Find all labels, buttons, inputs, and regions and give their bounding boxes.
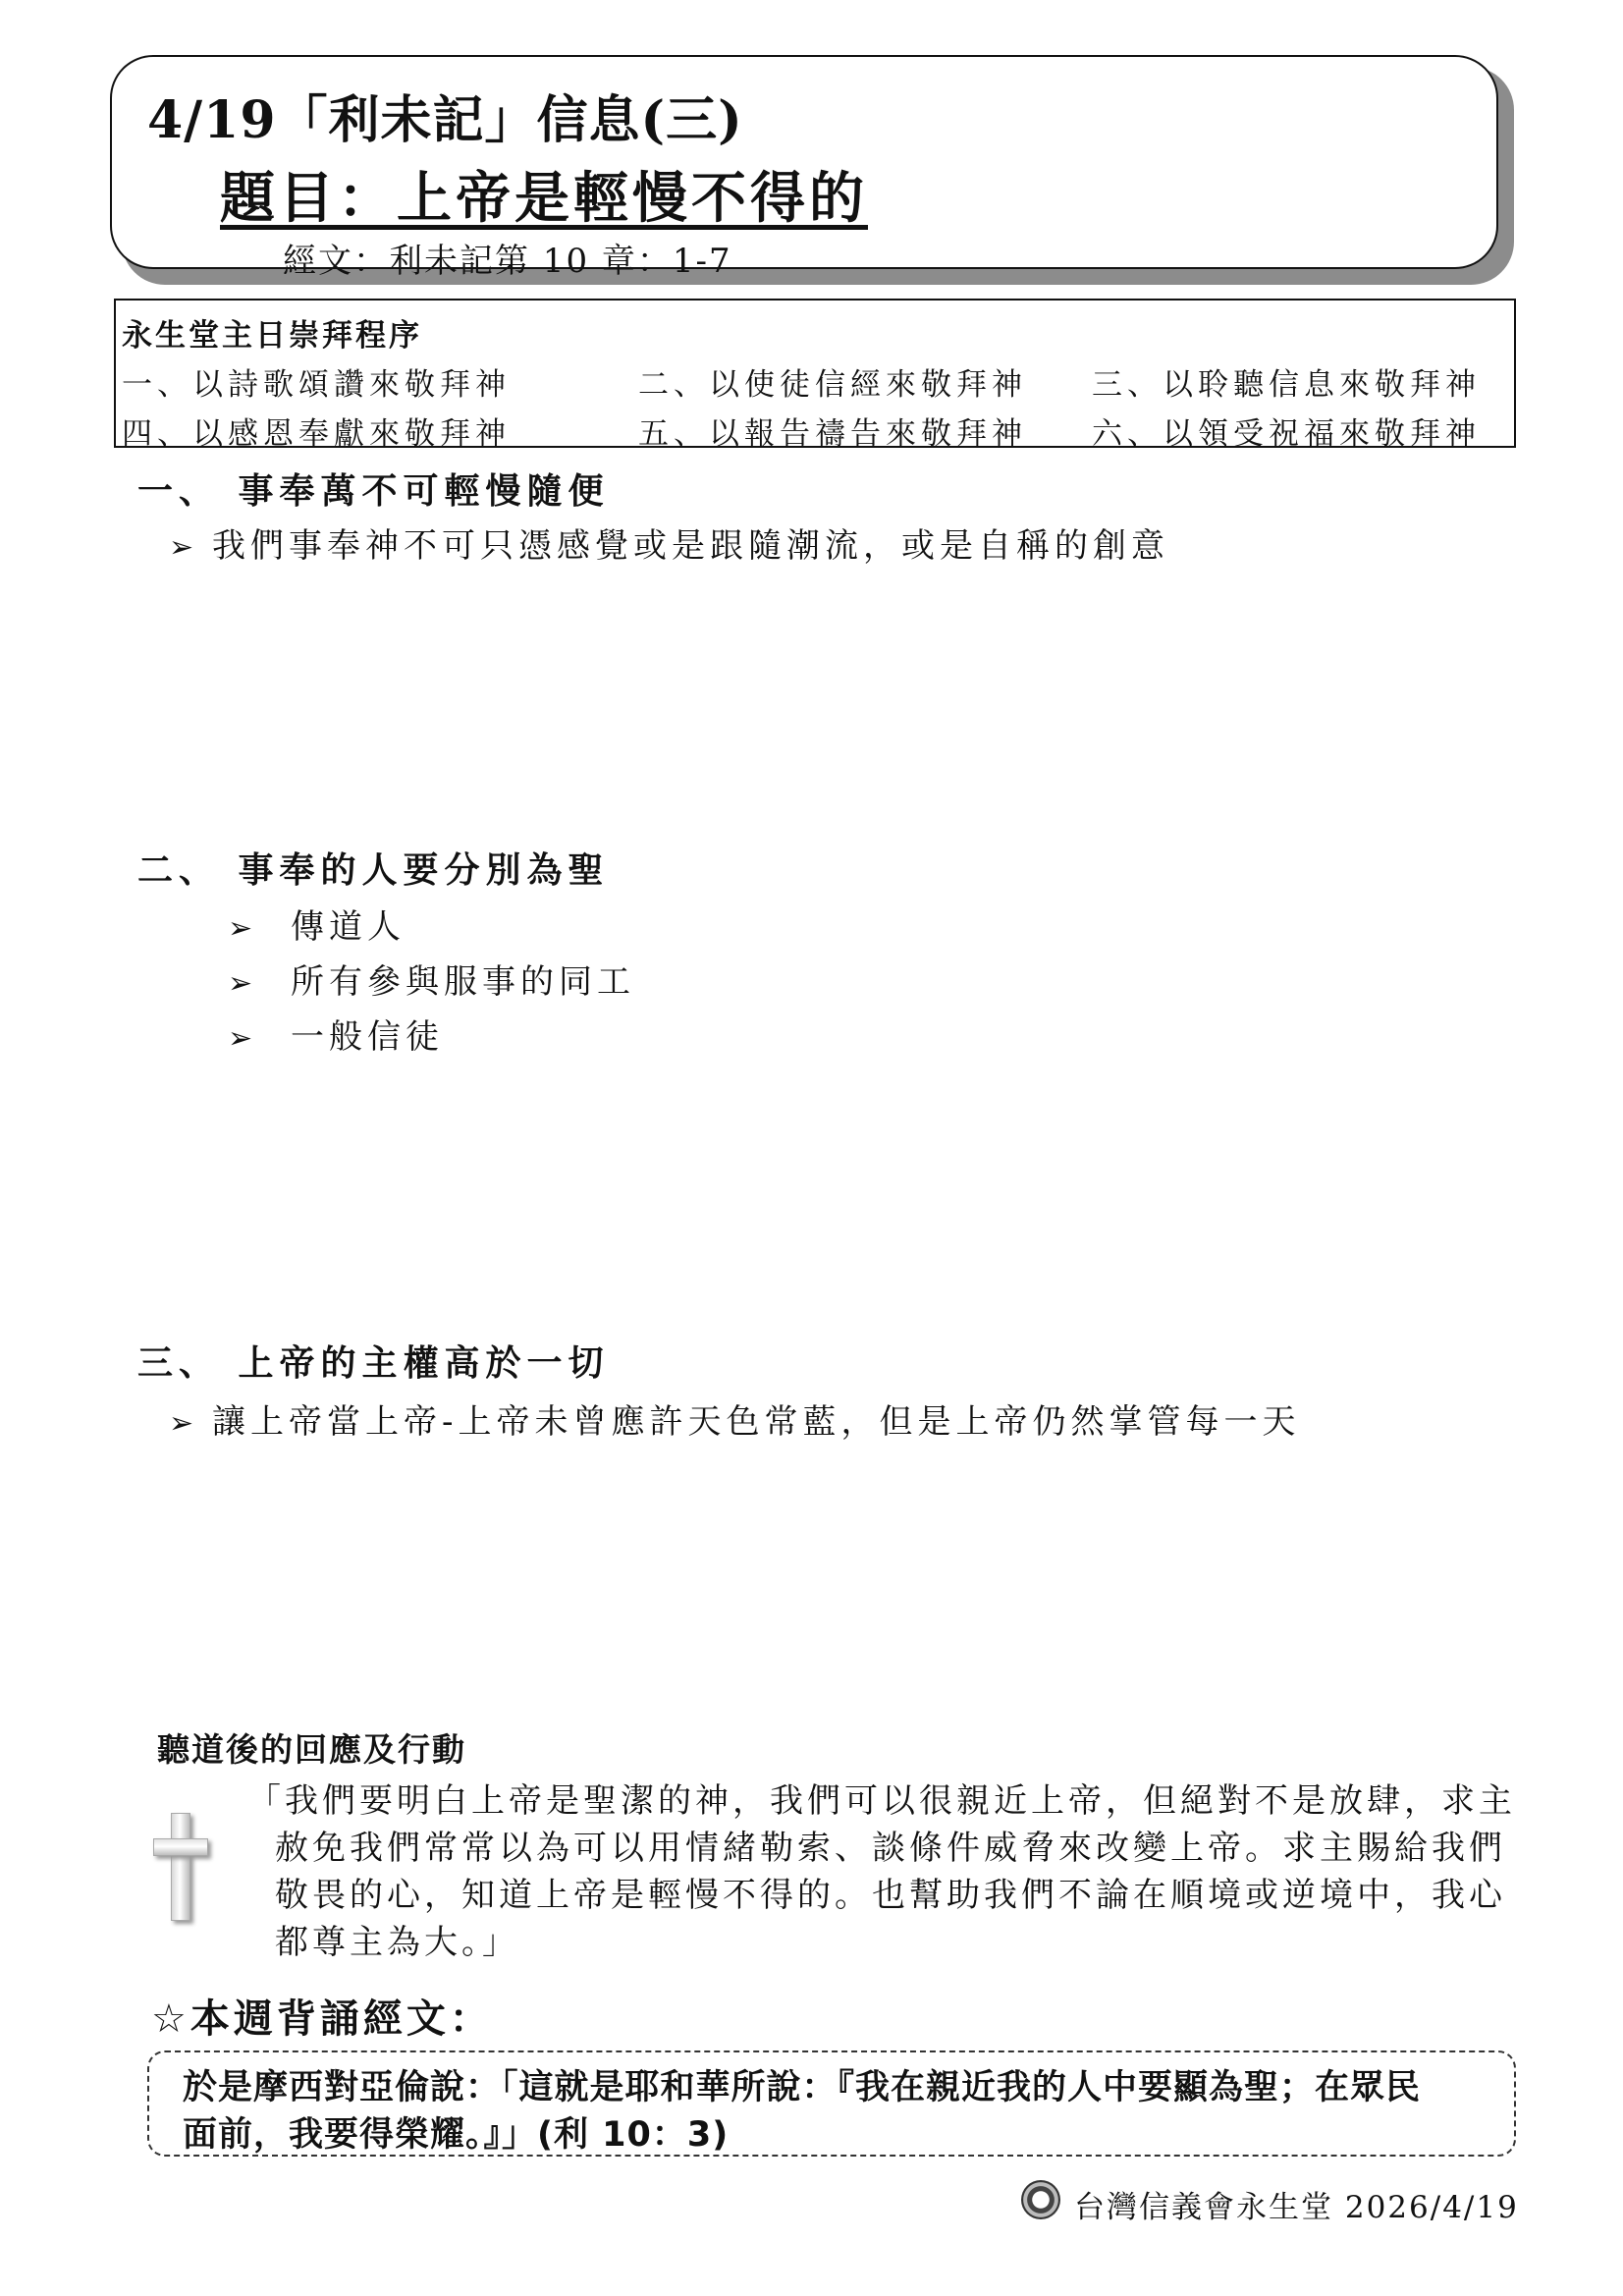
section-heading: 二、 事奉的人要分別為聖 bbox=[137, 849, 610, 891]
arrow-bullet-icon: ➢ bbox=[169, 530, 199, 565]
response-prayer-line: 都尊主為大。」 bbox=[275, 1923, 519, 1962]
bullet-text: 一般信徒 bbox=[291, 1017, 444, 1057]
memory-verse-line: 於是摩西對亞倫說：「這就是耶和華所說：『我在親近我的人中要顯為聖；在眾民 bbox=[183, 2068, 1422, 2107]
church-seal-icon bbox=[1021, 2180, 1060, 2219]
response-prayer-line: 赦免我們常常以為可以用情緒勒索、談條件威脅來改變上帝。求主賜給我們 bbox=[275, 1829, 1506, 1868]
bullet-item bbox=[169, 1394, 1301, 1443]
arrow-bullet-icon: ➢ bbox=[228, 1021, 258, 1056]
scripture-reference: 經文：利未記第 10 章：1-7 bbox=[283, 242, 732, 281]
worship-program-title: 永生堂主日崇拜程序 bbox=[122, 318, 422, 354]
program-item: 六、以領受祝福來敬拜神 bbox=[1092, 416, 1481, 452]
bullet-text: 讓上帝當上帝-上帝未曾應許天色常藍，但是上帝仍然掌管每一天 bbox=[212, 1402, 1301, 1442]
sermon-topic: 題目：上帝是輕慢不得的 bbox=[220, 167, 868, 231]
response-heading: 聽道後的回應及行動 bbox=[157, 1730, 466, 1769]
bullet-item bbox=[228, 955, 635, 1003]
bullet-item bbox=[169, 519, 1169, 567]
bullet-text: 所有參與服事的同工 bbox=[291, 962, 635, 1002]
program-item: 三、以聆聽信息來敬拜神 bbox=[1092, 367, 1481, 403]
program-item: 二、以使徒信經來敬拜神 bbox=[638, 367, 1027, 403]
response-prayer-line: 敬畏的心，知道上帝是輕慢不得的。也幫助我們不論在順境或逆境中，我心 bbox=[275, 1876, 1506, 1915]
cross-icon bbox=[153, 1813, 206, 1919]
bullet-item bbox=[228, 1010, 444, 1058]
section-heading: 一、 事奉萬不可輕慢隨便 bbox=[137, 470, 610, 512]
response-prayer-line: 「我們要明白上帝是聖潔的神，我們可以很親近上帝，但絕對不是放肆，求主 bbox=[247, 1781, 1516, 1821]
bullet-item bbox=[228, 900, 406, 948]
arrow-bullet-icon: ➢ bbox=[228, 911, 258, 946]
section-heading: 三、 上帝的主權高於一切 bbox=[137, 1342, 610, 1384]
arrow-bullet-icon: ➢ bbox=[228, 966, 258, 1001]
memory-verse-line: 面前，我要得榮耀。』」(利 10：3) bbox=[183, 2115, 730, 2155]
program-item: 四、以感恩奉獻來敬拜神 bbox=[122, 416, 511, 452]
arrow-bullet-icon: ➢ bbox=[169, 1406, 199, 1441]
sermon-series-title: 4/19「利未記」信息(三) bbox=[147, 90, 743, 150]
memory-verse-heading: ☆本週背誦經文： bbox=[151, 1996, 493, 2042]
footer-church-date: 台灣信義會永生堂 2026/4/19 bbox=[1074, 2190, 1519, 2225]
program-item: 一、以詩歌頌讚來敬拜神 bbox=[122, 367, 511, 403]
bullet-text: 我們事奉神不可只憑感覺或是跟隨潮流，或是自稱的創意 bbox=[212, 526, 1169, 566]
bullet-text: 傳道人 bbox=[291, 907, 406, 947]
program-item: 五、以報告禱告來敬拜神 bbox=[638, 416, 1027, 452]
